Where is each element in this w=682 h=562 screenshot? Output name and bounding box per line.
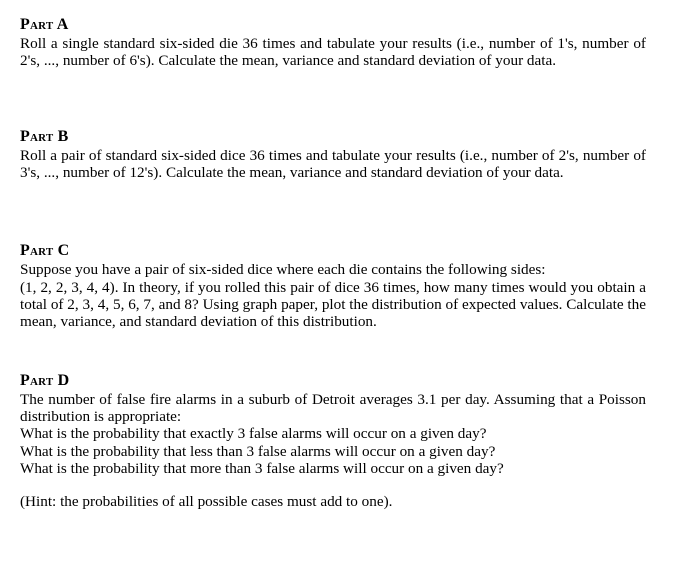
part-b-title: Part B [20, 128, 69, 145]
part-d-question-1: What is the probability that exactly 3 false alarms will occur on a given day? [20, 425, 487, 442]
part-d-question-2: What is the probability that less than 3 false alarms will occur on a given day? [20, 442, 496, 460]
part-c-intro: Suppose you have a pair of six-sided dice where each die contains the following sides: [20, 261, 546, 278]
part-d-section [20, 372, 646, 510]
part-d-title: Part D [20, 372, 70, 389]
document-page [20, 16, 646, 510]
part-c-section [20, 242, 646, 372]
part-d-intro: The number of false fire alarms in a suburb of Detroit averages 3.1 per day. Assuming that a Poisson distribution is appropriate: [20, 391, 646, 425]
part-d-question-3: What is the probability that more than 3 false alarms will occur on a given day? [20, 460, 504, 477]
part-a-title: Part A [20, 16, 69, 33]
part-b-text: Roll a pair of standard six-sided dice 36 times and tabulate your results (i.e., number of 2's, number of 3's, ..., number of 12's). Calculate the mean, variance and standard deviation of your data. [20, 147, 646, 181]
part-c-title: Part C [20, 242, 70, 259]
part-a-section [20, 16, 646, 128]
part-b-section [20, 128, 646, 242]
part-d-hint: (Hint: the probabilities of all possible cases must add to one). [20, 492, 393, 510]
part-a-text: Roll a single standard six-sided die 36 times and tabulate your results (i.e., number of 1's, number of 2's, ..., number of 6's). Calculate the mean, variance and standard deviation of your data. [20, 35, 646, 69]
part-c-text: (1, 2, 2, 3, 4, 4). In theory, if you rolled this pair of dice 36 times, how many times would you obtain a total of 2, 3, 4, 5, 6, 7, and 8? Using graph paper, plot the distribution of expected values. Calculate the mean, variance, and standard deviation of this distribution. [20, 278, 646, 330]
